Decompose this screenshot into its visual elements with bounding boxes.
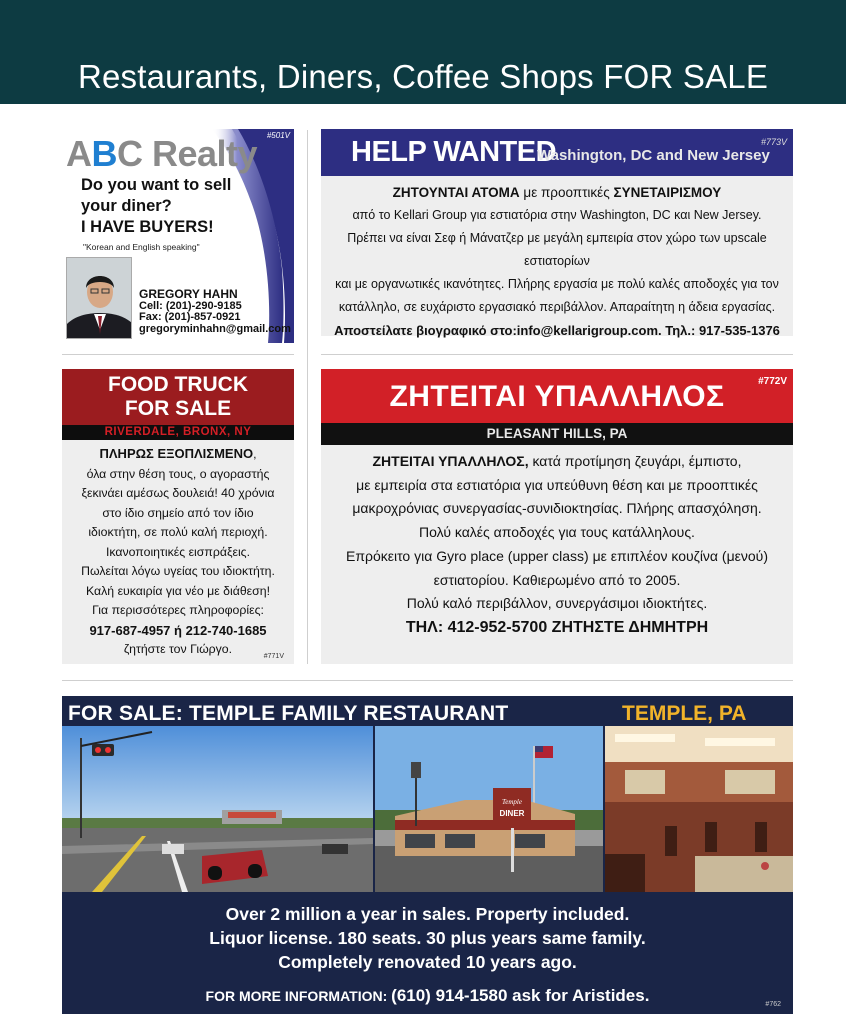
help-wanted-location: Washington, DC and New Jersey	[537, 147, 770, 164]
column-divider	[307, 130, 308, 664]
agent-photo	[66, 257, 132, 339]
employee-wanted-contact: ΤΗΛ: 412-952-5700 ΖΗΤΗΣΤΕ ΔΗΜΗΤΡΗ	[405, 618, 709, 636]
help-wanted-banner	[321, 129, 793, 176]
temple-location: TEMPLE, PA	[622, 702, 747, 725]
food-truck-title: FOOD TRUCK FOR SALE	[62, 369, 294, 425]
section-divider	[62, 680, 793, 681]
agent-fax: Fax: (201)-857-0921	[139, 311, 241, 323]
agent-email: gregoryminhahn@gmail.com	[139, 322, 291, 335]
ad-id: #501V	[266, 131, 290, 140]
abc-realty-logo: ABC Realty	[66, 133, 258, 174]
svg-text:Temple: Temple	[502, 798, 522, 806]
ad-id: #771V	[263, 653, 284, 660]
abc-realty-ad	[62, 129, 294, 343]
employee-wanted-body: ΖΗΤΕΙΤΑΙ ΥΠΑΛΛΗΛΟΣ, κατά προτίμηση ζευγάρι, έμπιστο, με εμπειρία στα εστιατόρια για υπεύθυνη θέση και με προοπτικές μακροχρόνιας συνεργασίας-συνιδιοκτησίας. Πλήρης απασχόληση. Πολύ καλές αποδοχές για τους κατάλληλους. Επρόκειτο για Gyro place (upper class) με επιπλέον κουζίνα (μενού) εστιατορίου. Καθιερωμένο από το 2005. Πολύ καλό περιβάλλον, συνεργάσιμοι ιδιοκτήτες. ΤΗΛ: 412-952-5700 ΖΗΤΗΣΤΕ ΔΗΜΗΤΡΗ	[321, 450, 793, 640]
diner-interior-photo	[605, 726, 793, 892]
ad-id: #773V	[760, 137, 787, 147]
help-wanted-ad	[321, 129, 793, 336]
agent-name: GREGORY HAHN	[139, 287, 238, 301]
languages-note: "Korean and English speaking"	[83, 242, 200, 252]
temple-photos	[62, 726, 793, 892]
street-view-photo	[62, 726, 373, 892]
svg-text:DINER: DINER	[499, 809, 525, 818]
ad-id: #772V	[758, 376, 787, 387]
temple-contact: FOR MORE INFORMATION: (610) 914-1580 ask for Aristides.	[205, 986, 650, 1005]
row-divider-right	[321, 354, 793, 355]
sell-pitch: Do you want to sell your diner? I HAVE BUYERS!	[81, 176, 232, 236]
food-truck-phones: 917-687-4957 ή 212-740-1685	[89, 622, 267, 638]
help-wanted-body: ΖΗΤΟΥΝΤΑΙ ΑΤΟΜΑ με προοπτικές ΣΥΝΕΤΑΙΡΙΣΜΟΥ από το Kellari Group για εστιατόρια στην Washington, DC και New Jersey. Πρέπει να είναι Σεφ ή Μάνατζερ με μεγάλη εμπειρία στον χώρο των upscale εστιατορίων και με οργανωτικές ικανότητες. Πλήρης εργασία με πολύ καλές αποδοχές για τον κατάλληλο, σε ευχάριστο εργασιακό περιβάλλον. Απαραίτητη η άδεια εργασίας. Αποστείλατε βιογραφικό στο:info@kellarigroup.com. Τηλ.: 917-535-1376	[321, 181, 793, 342]
temple-restaurant-ad	[62, 696, 793, 1014]
temple-description: Over 2 million a year in sales. Property included. Liquor license. 180 seats. 30 plus years same family. Completely renovated 10 years ago.	[209, 904, 646, 972]
temple-title: FOR SALE: TEMPLE FAMILY RESTAURANT	[68, 702, 509, 725]
employee-wanted-ad	[321, 369, 793, 664]
help-wanted-contact: Αποστείλατε βιογραφικό στο:info@kellarigroup.com. Τηλ.: 917-535-1376	[334, 323, 780, 338]
page-title: Restaurants, Diners, Coffee Shops FOR SALE	[77, 58, 769, 95]
agent-cell: Cell: (201)-290-9185	[139, 299, 242, 312]
agent-contact	[139, 289, 291, 335]
page-header	[0, 0, 846, 104]
food-truck-body: ΠΛΗΡΩΣ ΕΞΟΠΛΙΣΜΕΝΟ, όλα στην θέση τους, ο αγοραστής ξεκινάει αμέσως δουλειά! 40 χρόνια στο ίδιο σημείο από τον ίδιο ιδιοκτήτη, σε πολύ καλή περιοχή. Ικανοποιητικές εισπράξεις. Πωλείται λόγω υγείας του ιδιοκτήτη. Καλή ευκαιρία για νέο με διάθεση! Για περισσότερες πληροφορίες: 917-687-4957 ή 212-740-1685 ζητήστε τον Γιώργο.	[62, 444, 294, 660]
food-truck-location: RIVERDALE, BRONX, NY	[62, 425, 294, 440]
employee-wanted-title: ΖΗΤΕΙΤΑΙ ΥΠΑΛΛΗΛΟΣ	[321, 369, 793, 423]
employee-wanted-location: PLEASANT HILLS, PA	[321, 423, 793, 445]
food-truck-ad	[62, 369, 294, 664]
ad-id: #762	[765, 1001, 781, 1008]
diner-exterior-photo	[375, 726, 603, 892]
help-wanted-headline: HELP WANTED	[351, 136, 557, 168]
row-divider-left	[62, 354, 294, 355]
